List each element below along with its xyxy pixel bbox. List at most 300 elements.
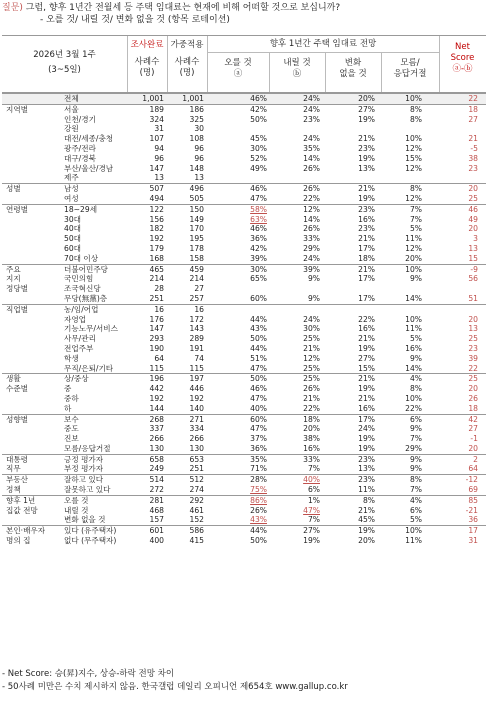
cell-p4: 10% — [405, 264, 422, 274]
table-row — [2, 164, 486, 174]
cell-sub: 잘하고 있다 — [64, 475, 104, 485]
week-header — [2, 50, 127, 76]
cell-p2: 47% — [303, 505, 320, 515]
table-row — [2, 495, 486, 506]
cell-n2: 149 — [189, 214, 204, 224]
cell-p4: 9% — [409, 424, 422, 434]
cell-p3: 21% — [358, 393, 375, 403]
cell-n2: 197 — [189, 374, 204, 384]
cell-p4: 16% — [405, 343, 422, 353]
table-row — [2, 404, 486, 414]
cell-ns: 26 — [468, 393, 478, 403]
weight-label3: (명) — [179, 68, 195, 78]
cell-sub: 50대 — [64, 234, 81, 244]
table-row — [2, 506, 486, 516]
cell-p4: 10% — [405, 134, 422, 144]
cell-p3: 16% — [358, 403, 375, 413]
cell-ns: 20 — [468, 314, 478, 324]
cell-p3: 15% — [358, 363, 375, 373]
question-block — [2, 2, 486, 26]
cell-n2: 170 — [189, 224, 204, 234]
cell-sub: 무직/은퇴/기타 — [64, 363, 114, 373]
cell-p2: 30% — [303, 324, 320, 334]
col-dk-label: 모름/ — [400, 58, 420, 68]
cell-p1: 39% — [250, 253, 267, 263]
cell-p3: 23% — [358, 475, 375, 485]
cell-p3: 27% — [358, 104, 375, 114]
cell-p1: 42% — [250, 104, 267, 114]
cell-ns: -1 — [470, 434, 478, 444]
cell-sub: 무당(無黨)층 — [64, 293, 108, 303]
table-header — [2, 35, 486, 93]
cell-n1: 468 — [149, 505, 164, 515]
cell-p3: 17% — [358, 293, 375, 303]
cell-p2: 9% — [307, 274, 320, 284]
cell-p3: 19% — [358, 384, 375, 394]
cell-p4: 9% — [409, 464, 422, 474]
cell-p4: 11% — [405, 324, 422, 334]
cell-p2: 26% — [303, 163, 320, 173]
cell-p4: 12% — [405, 143, 422, 153]
cell-p3: 21% — [358, 264, 375, 274]
cell-p3: 21% — [358, 184, 375, 194]
cell-p4: 12% — [405, 193, 422, 203]
cell-p1: 36% — [250, 443, 267, 453]
cell-sub: 모름/응답거절 — [64, 443, 111, 453]
cell-p1: 47% — [250, 363, 267, 373]
cell-grp: 정당별 — [6, 284, 29, 294]
cell-n1: 122 — [149, 204, 164, 214]
cell-n2: 13 — [194, 173, 204, 183]
table-row — [2, 354, 486, 364]
cell-p1: 86% — [250, 495, 267, 505]
question-options: - 오를 것/ 내릴 것/ 변화 없을 것 (항목 로테이션) — [40, 15, 230, 25]
cell-n1: 293 — [149, 334, 164, 344]
col-same-label: 변화 — [344, 58, 362, 68]
cell-p2: 7% — [307, 464, 320, 474]
cell-p3: 13% — [358, 163, 375, 173]
cell-sub: 광주/전라 — [64, 143, 96, 153]
cell-p2: 26% — [303, 224, 320, 234]
cell-n2: 446 — [189, 384, 204, 394]
cell-p4: 10% — [405, 393, 422, 403]
cell-ns: 56 — [468, 274, 478, 284]
cell-p1: 60% — [250, 293, 267, 303]
cell-ns: 23 — [468, 343, 478, 353]
cell-grp: 지지 — [6, 274, 21, 284]
sample-label2: 사례수 — [134, 57, 160, 67]
cell-ns: 18 — [468, 104, 478, 114]
cell-p2: 24% — [303, 253, 320, 263]
cell-p3: 23% — [358, 224, 375, 234]
net-label3: ⓐ-ⓑ — [452, 64, 473, 74]
cell-n2: 415 — [189, 536, 204, 546]
cell-p1: 47% — [250, 393, 267, 403]
cell-p2: 24% — [303, 94, 320, 103]
outlook-title: 향후 1년간 주택 임대료 전망 — [269, 39, 377, 49]
cell-n2: 461 — [189, 505, 204, 515]
col-down-label: 내릴 것 — [283, 58, 311, 68]
cell-p4: 8% — [409, 114, 422, 124]
cell-p4: 4% — [409, 374, 422, 384]
col-down-mark: ⓑ — [292, 69, 302, 79]
table-row — [2, 414, 486, 425]
footnote-sample: - 50사례 미만은 수치 제시하지 않음. 한국갤럽 데일리 오피니언 제654호 www.gallup.co.kr — [2, 682, 348, 692]
cell-n1: 1,001 — [142, 94, 164, 103]
cell-p3: 16% — [358, 214, 375, 224]
footnote-net: - Net Score: 승(昇)지수, 상승-하락 전망 차이 — [2, 669, 175, 679]
cell-p3: 11% — [358, 485, 375, 495]
table-row — [2, 424, 486, 434]
table-row — [2, 324, 486, 334]
cell-p1: 50% — [250, 334, 267, 344]
cell-ns: 38 — [468, 153, 478, 163]
cell-p1: 44% — [250, 526, 267, 536]
cell-n1: 147 — [149, 324, 164, 334]
cell-n2: 271 — [189, 414, 204, 424]
cell-sub: 사무/관리 — [64, 334, 96, 344]
cell-n1: 400 — [149, 536, 164, 546]
table-row — [2, 144, 486, 154]
cell-sub: 국민의힘 — [64, 274, 94, 284]
cell-p2: 22% — [303, 193, 320, 203]
cell-ns: 25 — [468, 374, 478, 384]
cell-p4: 14% — [405, 363, 422, 373]
cell-n1: 157 — [149, 515, 164, 525]
cell-sub: 오를 것 — [64, 495, 89, 505]
cell-ns: 15 — [468, 253, 478, 263]
cell-p4: 6% — [409, 414, 422, 424]
cell-p2: 7% — [307, 515, 320, 525]
cell-ns: 85 — [468, 495, 478, 505]
cell-grp: 직업별 — [6, 304, 29, 314]
table-row — [2, 115, 486, 125]
cell-p4: 22% — [405, 403, 422, 413]
cell-n1: 196 — [149, 374, 164, 384]
cell-ns: 25 — [468, 193, 478, 203]
cell-p1: 30% — [250, 264, 267, 274]
cell-p1: 30% — [250, 143, 267, 153]
cell-sub: 30대 — [64, 214, 81, 224]
cell-p4: 7% — [409, 485, 422, 495]
sample-label3: (명) — [139, 68, 155, 78]
footnotes — [2, 668, 486, 694]
cell-p1: 71% — [250, 464, 267, 474]
cell-n2: 496 — [189, 184, 204, 194]
col-same-label2: 없을 것 — [339, 69, 367, 79]
cell-p1: 46% — [250, 184, 267, 194]
cell-sub: 변화 없을 것 — [64, 515, 106, 525]
cell-sub: 하 — [64, 403, 72, 413]
table-row — [2, 384, 486, 394]
cell-p2: 33% — [303, 234, 320, 244]
net-score-header — [439, 42, 486, 75]
cell-ns: 31 — [468, 536, 478, 546]
cell-ns: -9 — [470, 264, 478, 274]
table-row — [2, 373, 486, 384]
cell-p3: 19% — [358, 153, 375, 163]
cell-sub: 자영업 — [64, 314, 87, 324]
cell-p3: 19% — [358, 434, 375, 444]
table-row — [2, 194, 486, 204]
cell-n2: 178 — [189, 243, 204, 253]
weight-label2: 사례수 — [174, 57, 200, 67]
cell-n1: 249 — [149, 464, 164, 474]
cell-n2: 505 — [189, 193, 204, 203]
weight-header — [167, 40, 207, 79]
cell-n2: 172 — [189, 314, 204, 324]
cell-n2: 158 — [189, 253, 204, 263]
cell-sub: 대구/경북 — [64, 153, 96, 163]
cell-grp: 직무 — [6, 464, 21, 474]
cell-sub: 서울 — [64, 104, 79, 114]
cell-p4: 5% — [409, 224, 422, 234]
cell-n2: 27 — [194, 284, 204, 294]
cell-p4: 4% — [409, 495, 422, 505]
cell-p3: 23% — [358, 454, 375, 464]
cell-p2: 24% — [303, 134, 320, 144]
cell-ns: 36 — [468, 515, 478, 525]
cell-p1: 51% — [250, 353, 267, 363]
cell-p1: 47% — [250, 193, 267, 203]
cell-p3: 23% — [358, 143, 375, 153]
cell-n1: 507 — [149, 184, 164, 194]
cell-n2: 266 — [189, 434, 204, 444]
cell-p2: 24% — [303, 314, 320, 324]
cell-n2: 1,001 — [182, 94, 204, 103]
table-row — [2, 294, 486, 304]
cell-sub: 보수 — [64, 414, 79, 424]
table-row — [2, 485, 486, 495]
cell-p1: 45% — [250, 134, 267, 144]
question-text: 그럼, 향후 1년간 전월세 등 주택 임대료는 현재에 비해 어떠할 것으로 보십니까? — [25, 3, 341, 13]
cell-sub: 제주 — [64, 173, 79, 183]
cell-p2: 25% — [303, 374, 320, 384]
cell-p3: 20% — [358, 94, 375, 103]
cell-n1: 281 — [149, 495, 164, 505]
cell-n1: 64 — [154, 353, 164, 363]
cell-ns: 64 — [468, 464, 478, 474]
cell-p3: 45% — [358, 515, 375, 525]
table-row — [2, 244, 486, 254]
cell-n1: 182 — [149, 224, 164, 234]
cell-grp: 지역별 — [6, 104, 29, 114]
table-row — [2, 536, 486, 546]
cell-p1: 60% — [250, 414, 267, 424]
cell-n2: 214 — [189, 274, 204, 284]
cell-p1: 46% — [250, 224, 267, 234]
weight-label: 가중적용 — [170, 40, 204, 50]
cell-p4: 5% — [409, 515, 422, 525]
cell-ns: -5 — [470, 143, 478, 153]
table-row — [2, 224, 486, 234]
cell-sub: 잘못하고 있다 — [64, 485, 111, 495]
cell-p2: 33% — [303, 454, 320, 464]
cell-p4: 8% — [409, 104, 422, 114]
cell-p4: 12% — [405, 243, 422, 253]
cell-n1: 115 — [149, 363, 164, 373]
cell-n1: 130 — [149, 443, 164, 453]
table-row — [2, 284, 486, 294]
cell-p4: 15% — [405, 153, 422, 163]
cell-n2: 96 — [194, 143, 204, 153]
cell-p3: 21% — [358, 505, 375, 515]
cell-grp: 본인·배우자 — [6, 526, 46, 536]
cell-n1: 16 — [154, 304, 164, 314]
table-row — [2, 264, 486, 275]
cell-n2: 108 — [189, 134, 204, 144]
table-row — [2, 254, 486, 264]
cell-p4: 10% — [405, 314, 422, 324]
cell-sub: 40대 — [64, 224, 81, 234]
cell-sub: 70대 이상 — [64, 253, 99, 263]
cell-p4: 9% — [409, 454, 422, 464]
cell-p4: 7% — [409, 204, 422, 214]
cell-p1: 47% — [250, 424, 267, 434]
col-dk — [381, 58, 439, 80]
table-row — [2, 434, 486, 444]
table-body — [2, 93, 486, 546]
col-same — [325, 58, 381, 80]
cell-p2: 14% — [303, 214, 320, 224]
table-row — [2, 173, 486, 183]
cell-p2: 25% — [303, 334, 320, 344]
cell-n2: 130 — [189, 443, 204, 453]
cell-n2: 459 — [189, 264, 204, 274]
cell-ns: 18 — [468, 403, 478, 413]
col-down — [269, 58, 325, 80]
cell-sub: 부정 평가자 — [64, 464, 104, 474]
cell-ns: 3 — [473, 234, 478, 244]
cell-p3: 19% — [358, 443, 375, 453]
table-row — [2, 474, 486, 485]
cell-n2: 289 — [189, 334, 204, 344]
table-row — [2, 183, 486, 194]
table-row — [2, 454, 486, 465]
cell-ns: 22 — [468, 94, 478, 103]
week-sub: (3~5일) — [48, 65, 81, 75]
cell-p2: 21% — [303, 343, 320, 353]
cell-n1: 272 — [149, 485, 164, 495]
cell-n1: 107 — [149, 134, 164, 144]
cell-p4: 10% — [405, 94, 422, 103]
cell-ns: 20 — [468, 184, 478, 194]
cell-p3: 27% — [358, 353, 375, 363]
cell-sub: 내릴 것 — [64, 505, 89, 515]
cell-p4: 8% — [409, 184, 422, 194]
cell-ns: 2 — [473, 454, 478, 464]
cell-ns: 13 — [468, 243, 478, 253]
cell-p2: 14% — [303, 153, 320, 163]
cell-p3: 18% — [358, 253, 375, 263]
net-label2: Score — [450, 53, 475, 63]
cell-p3: 17% — [358, 414, 375, 424]
cell-ns: 49 — [468, 214, 478, 224]
cell-p2: 24% — [303, 104, 320, 114]
table-row — [2, 344, 486, 354]
cell-p4: 11% — [405, 536, 422, 546]
cell-n1: 465 — [149, 264, 164, 274]
cell-n2: 512 — [189, 475, 204, 485]
cell-p1: 44% — [250, 343, 267, 353]
cell-p4: 10% — [405, 526, 422, 536]
cell-n1: 192 — [149, 393, 164, 403]
net-label1: Net — [455, 42, 470, 52]
cell-p2: 27% — [303, 526, 320, 536]
col-up — [207, 58, 269, 80]
cell-p4: 6% — [409, 505, 422, 515]
cell-n1: 94 — [154, 143, 164, 153]
table-row — [2, 394, 486, 404]
cell-p1: 43% — [250, 324, 267, 334]
cell-ns: 27 — [468, 424, 478, 434]
cell-grp: 부동산 — [6, 475, 29, 485]
cell-p2: 12% — [303, 353, 320, 363]
cell-p1: 75% — [250, 485, 267, 495]
cell-sub: 기능노무/서비스 — [64, 324, 118, 334]
cell-sub: 있다 (유주택자) — [64, 526, 117, 536]
cell-n1: 13 — [154, 173, 164, 183]
cell-p2: 12% — [303, 204, 320, 214]
table-row — [2, 134, 486, 144]
cell-grp: 생활 — [6, 374, 21, 384]
cell-p1: 49% — [250, 163, 267, 173]
cell-ns: -21 — [465, 505, 478, 515]
cell-grp: 수준별 — [6, 384, 29, 394]
cell-p3: 21% — [358, 234, 375, 244]
cell-n1: 337 — [149, 424, 164, 434]
cell-n2: 325 — [189, 114, 204, 124]
cell-ns: 13 — [468, 324, 478, 334]
cell-p1: 28% — [250, 475, 267, 485]
cell-n2: 152 — [189, 515, 204, 525]
cell-p1: 65% — [250, 274, 267, 284]
cell-sub: 긍정 평가자 — [64, 454, 104, 464]
cell-ns: 20 — [468, 384, 478, 394]
cell-p2: 39% — [303, 264, 320, 274]
cell-p4: 29% — [405, 443, 422, 453]
col-up-mark: ⓐ — [233, 69, 243, 79]
cell-sub: 중하 — [64, 393, 79, 403]
table-row — [2, 334, 486, 344]
cell-n1: 268 — [149, 414, 164, 424]
cell-p1: 44% — [250, 314, 267, 324]
cell-n2: 292 — [189, 495, 204, 505]
cell-p3: 24% — [358, 424, 375, 434]
cell-p3: 8% — [362, 495, 375, 505]
col-up-label: 오를 것 — [224, 58, 252, 68]
cell-sub: 전체 — [64, 94, 79, 103]
cell-n1: 658 — [149, 454, 164, 464]
cell-n1: 514 — [149, 475, 164, 485]
cell-p3: 21% — [358, 134, 375, 144]
cell-p3: 20% — [358, 536, 375, 546]
cell-p4: 11% — [405, 234, 422, 244]
table-row — [2, 215, 486, 225]
cell-p1: 50% — [250, 374, 267, 384]
table-row — [2, 93, 486, 104]
cell-n1: 192 — [149, 234, 164, 244]
cell-n1: 96 — [154, 153, 164, 163]
cell-sub: 중도 — [64, 424, 79, 434]
table-row — [2, 464, 486, 474]
cell-n1: 28 — [154, 284, 164, 294]
question-line1 — [2, 2, 486, 14]
cell-n1: 179 — [149, 243, 164, 253]
cell-n1: 494 — [149, 193, 164, 203]
cell-p2: 1% — [307, 495, 320, 505]
cell-n1: 601 — [149, 526, 164, 536]
